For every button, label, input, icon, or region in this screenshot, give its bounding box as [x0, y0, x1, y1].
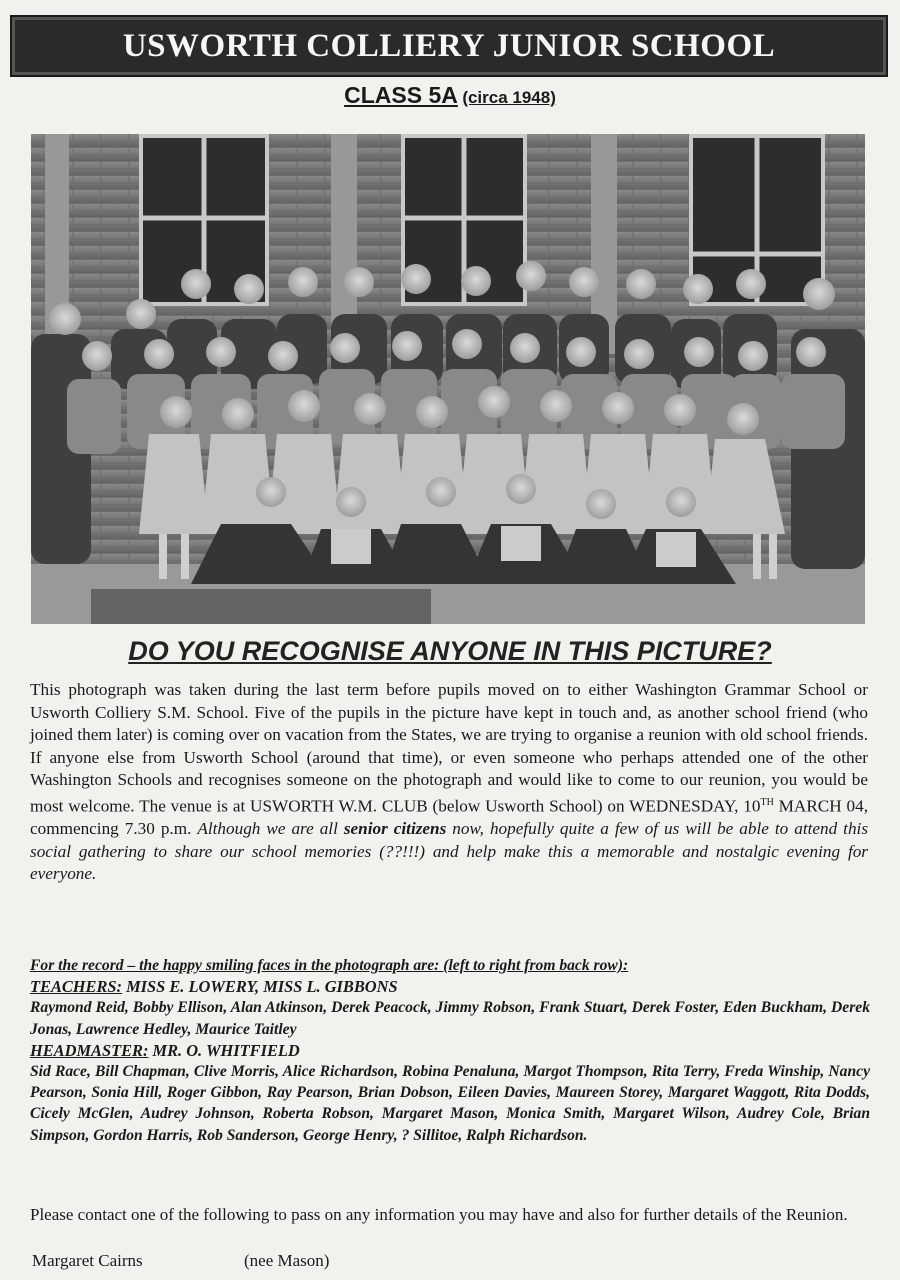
headmaster-label: HEADMASTER:	[30, 1040, 149, 1060]
names-group-2: Sid Race, Bill Chapman, Clive Morris, Alice Richardson, Robina Penaluna, Margot Thompson, Rita Terry, Freda Winship, Nancy Pearson, Sonia Hill, Roger Gibbon, Ray Pearson, Brian Dobson, Eileen Davies, Maureen Storey, Margaret Waggott, Rita Dodds, Cicely McGlen, Audrey Johnson, Roberta Robson, Margaret Mason, Monica Smith, Margaret Wilson, Audrey Cole, Brian Simpson, Gordon Harris, Rob Sanderson, George Henry, ? Sillitoe, Ralph Richardson.	[30, 1063, 870, 1144]
class-photo-illustration	[31, 134, 865, 624]
class-circa: (circa 1948)	[462, 88, 556, 107]
teachers-label: TEACHERS:	[30, 977, 122, 997]
body-paragraph	[30, 679, 868, 886]
body-part1: This photograph was taken during the last term before pupils moved on to either Washington Grammar School or Usworth Colliery S.M. School. Five of the pupils in the picture have kept in touch and, as another school friend (who joined them later) is coming over on vacation from the States, we are trying to organise a reunion with old school friends. If anyone else from Usworth School (around that time), or even someone who perhaps attended one of the other Washington Schools and recognises someone on the photograph and would like to come to our reunion, you would be most welcome. The venue is at USWORTH W.M. CLUB (below Usworth School) on WEDNESDAY, 10	[30, 680, 868, 816]
class-heading	[0, 82, 900, 109]
contact-paragraph: Please contact one of the following to pass on any information you may have and also for further details of the Reunion.	[30, 1205, 848, 1224]
body-emphasis: senior citizens	[343, 819, 447, 839]
headmaster-line	[30, 1040, 870, 1061]
question-heading: DO YOU RECOGNISE ANYONE IN THIS PICTURE?	[128, 636, 772, 666]
body-italic-2: now, hopefully quite a few of us will be able to attend this social gathering to share our school memories (??!!!) and help make this a memorable and nostalgic evening for everyone.	[30, 819, 869, 884]
headmaster-value: MR. O. WHITFIELD	[148, 1040, 300, 1060]
names-group-1: Raymond Reid, Bobby Ellison, Alan Atkinson, Derek Peacock, Jimmy Robson, Frank Stuart, Derek Foster, Eden Buckham, Derek Jonas, Lawrence Hedley, Maurice Taitley	[30, 999, 870, 1038]
record-header: For the record – the happy smiling faces in the photograph are: (left to right from back row):	[30, 957, 629, 974]
record-section	[30, 955, 870, 1146]
teachers-value: MISS E. LOWERY, MISS L. GIBBONS	[122, 977, 398, 997]
school-title: USWORTH COLLIERY JUNIOR SCHOOL	[122, 27, 776, 64]
school-banner	[12, 17, 886, 75]
teachers-line	[30, 976, 870, 997]
ordinal-suffix: TH	[760, 796, 774, 808]
contact-maiden-name: (nee Mason)	[244, 1251, 330, 1270]
class-photograph	[31, 134, 865, 624]
body-part2: MARCH 04, commencing 7.30 p.m.	[30, 796, 868, 839]
contact-name: Margaret Cairns	[32, 1251, 143, 1270]
body-italic-1: Although we are all	[197, 819, 344, 839]
class-name: CLASS 5A	[344, 82, 458, 108]
